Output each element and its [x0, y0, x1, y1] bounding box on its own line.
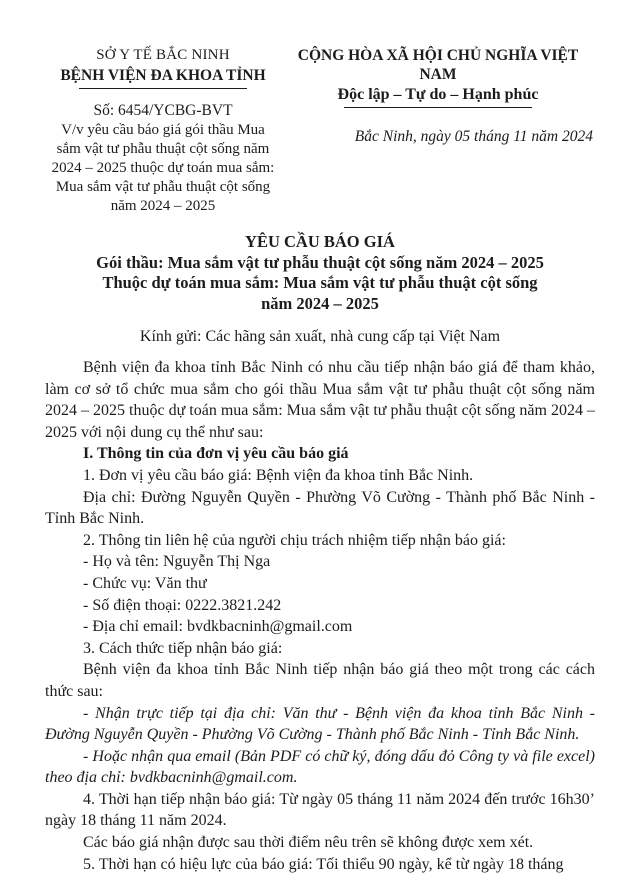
- body-paragraph-method-direct: - Nhận trực tiếp tại địa chỉ: Văn thư - Bệnh viện đa khoa tỉnh Bắc Ninh - Đường Nguyễn Quyền - Phường Võ Cường - Thành phố Bắc Ninh - Tỉnh Bắc Ninh.: [45, 704, 595, 744]
- document-number: Số: 6454/YCBG-BVT: [93, 102, 233, 119]
- body-paragraph-late-note: Các báo giá nhận được sau thời điểm nêu trên sẽ không được xem xét.: [83, 834, 534, 852]
- document-body: [45, 357, 595, 875]
- body-paragraph-address: Địa chỉ: Đường Nguyễn Quyền - Phường Võ Cường - Thành phố Bắc Ninh - Tỉnh Bắc Ninh.: [45, 488, 595, 528]
- section-heading-1: I. Thông tin của đơn vị yêu cầu báo giá: [83, 445, 349, 463]
- title-package-line: Gói thầu: Mua sắm vật tư phẫu thuật cột sống năm 2024 – 2025: [96, 252, 544, 272]
- body-paragraph-contact-role: - Chức vụ: Văn thư: [83, 574, 207, 592]
- document-subject: V/v yêu cầu báo giá gói thầu Mua sắm vật tư phẫu thuật cột sống năm 2024 – 2025 thuộc dự toán mua sắm: Mua sắm vật tư phẫu thuật cột sống năm 2024 – 2025: [51, 122, 275, 214]
- place-date-line: Bắc Ninh, ngày 05 tháng 11 năm 2024: [354, 128, 593, 145]
- national-title: CỘNG HÒA XÃ HỘI CHỦ NGHĨA VIỆT NAM: [297, 47, 579, 83]
- body-paragraph-intro: Bệnh viện đa khoa tỉnh Bắc Ninh có nhu cầu tiếp nhận báo giá để tham khảo, làm cơ sở tổ chức mua sắm cho gói thầu Mua sắm vật tư phẫu thuật cột sống năm 2024 – 2025 thuộc dự toán mua sắm: Mua sắm vật tư phẫu thuật cột sống năm 2024 – 2025 với nội dung cụ thể như sau:: [45, 359, 595, 441]
- body-paragraph-deadline: 4. Thời hạn tiếp nhận báo giá: Từ ngày 05 tháng 11 năm 2024 đến trước 16h30’ ngày 18 tháng 11 năm 2024.: [45, 790, 595, 830]
- national-motto-block: [281, 46, 595, 146]
- title-budget-line: Thuộc dự toán mua sắm: Mua sắm vật tư phẫu thuật cột sống: [102, 273, 538, 292]
- body-paragraph-contact-email: - Địa chỉ email: bvdkbacninh@gmail.com: [83, 618, 353, 636]
- issuing-org-block: [45, 46, 281, 216]
- org-name: BỆNH VIỆN ĐA KHOA TỈNH: [60, 67, 266, 84]
- body-paragraph-method-heading: 3. Cách thức tiếp nhận báo giá:: [83, 639, 283, 657]
- body-paragraph-method-intro: Bệnh viện đa khoa tỉnh Bắc Ninh tiếp nhận báo giá theo một trong các cách thức sau:: [45, 661, 595, 700]
- document-title-block: [45, 232, 595, 314]
- body-paragraph-contact-name: - Họ và tên: Nguyễn Thị Nga: [83, 553, 271, 571]
- body-paragraph-contact-phone: - Số điện thoại: 0222.3821.242: [83, 596, 282, 614]
- org-underline: [79, 88, 247, 89]
- document-header: [45, 46, 595, 216]
- body-paragraph-contact-heading: 2. Thông tin liên hệ của người chịu trách nhiệm tiếp nhận báo giá:: [83, 531, 506, 549]
- body-paragraph-method-email: - Hoặc nhận qua email (Bản PDF có chữ ký, đóng dấu đỏ Công ty và file excel) theo địa chỉ: bvdkbacninh@gmail.com.: [45, 747, 595, 787]
- salutation-line: Kính gửi: Các hãng sản xuất, nhà cung cấp tại Việt Nam: [139, 328, 501, 345]
- national-motto: Độc lập – Tự do – Hạnh phúc: [337, 86, 539, 103]
- document-title: YÊU CẦU BÁO GIÁ: [245, 232, 395, 251]
- body-paragraph-unit: 1. Đơn vị yêu cầu báo giá: Bệnh viện đa khoa tỉnh Bắc Ninh.: [83, 466, 474, 484]
- parent-org-name: SỞ Y TẾ BẮC NINH: [96, 47, 230, 63]
- title-year-line: năm 2024 – 2025: [261, 293, 379, 313]
- motto-underline: [344, 107, 532, 108]
- body-paragraph-validity: 5. Thời hạn có hiệu lực của báo giá: Tối thiểu 90 ngày, kể từ ngày 18 tháng: [83, 855, 564, 873]
